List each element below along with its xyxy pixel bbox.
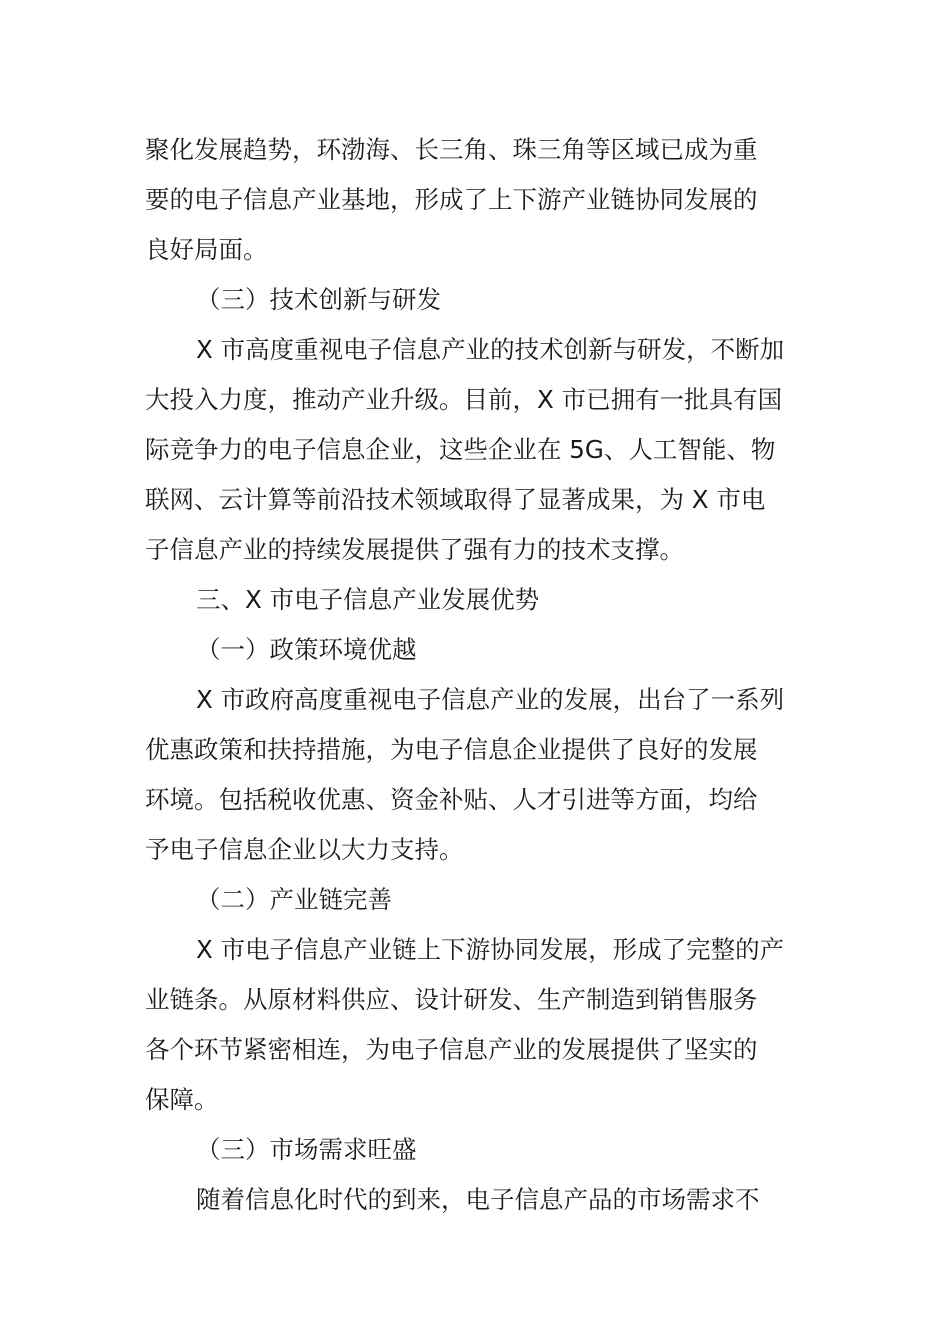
paragraph-line: 际竞争力的电子信息企业，这些企业在 5G、人工智能、物 — [145, 435, 776, 464]
paragraph-line: 要的电子信息产业基地，形成了上下游产业链协同发展的 — [145, 185, 758, 214]
paragraph-line: 随着信息化时代的到来，电子信息产品的市场需求不 — [196, 1185, 760, 1214]
section-heading: （二）产业链完善 — [196, 885, 392, 914]
paragraph-line: 子信息产业的持续发展提供了强有力的技术支撑。 — [145, 535, 684, 564]
chapter-heading: 三、X 市电子信息产业发展优势 — [196, 585, 540, 614]
section-heading: （三）技术创新与研发 — [196, 285, 441, 314]
section-heading: （一）政策环境优越 — [196, 635, 417, 664]
paragraph-line: 业链条。从原材料供应、设计研发、生产制造到销售服务 — [145, 985, 758, 1014]
paragraph-line: 环境。包括税收优惠、资金补贴、人才引进等方面，均给 — [145, 785, 758, 814]
paragraph-line: 大投入力度，推动产业升级。目前，X 市已拥有一批具有国 — [145, 385, 783, 414]
paragraph-line: X 市电子信息产业链上下游协同发展，形成了完整的产 — [196, 935, 785, 964]
paragraph-line: 保障。 — [145, 1085, 219, 1114]
paragraph-line: 优惠政策和扶持措施，为电子信息企业提供了良好的发展 — [145, 735, 758, 764]
paragraph-line: 予电子信息企业以大力支持。 — [145, 835, 464, 864]
paragraph-line: 各个环节紧密相连，为电子信息产业的发展提供了坚实的 — [145, 1035, 758, 1064]
paragraph-line: 聚化发展趋势，环渤海、长三角、珠三角等区域已成为重 — [145, 135, 758, 164]
paragraph-line: X 市高度重视电子信息产业的技术创新与研发，不断加 — [196, 335, 785, 364]
paragraph-line: 联网、云计算等前沿技术领域取得了显著成果，为 X 市电 — [145, 485, 766, 514]
paragraph-line: X 市政府高度重视电子信息产业的发展，出台了一系列 — [196, 685, 785, 714]
section-heading: （三）市场需求旺盛 — [196, 1135, 417, 1164]
paragraph-line: 良好局面。 — [145, 235, 268, 264]
